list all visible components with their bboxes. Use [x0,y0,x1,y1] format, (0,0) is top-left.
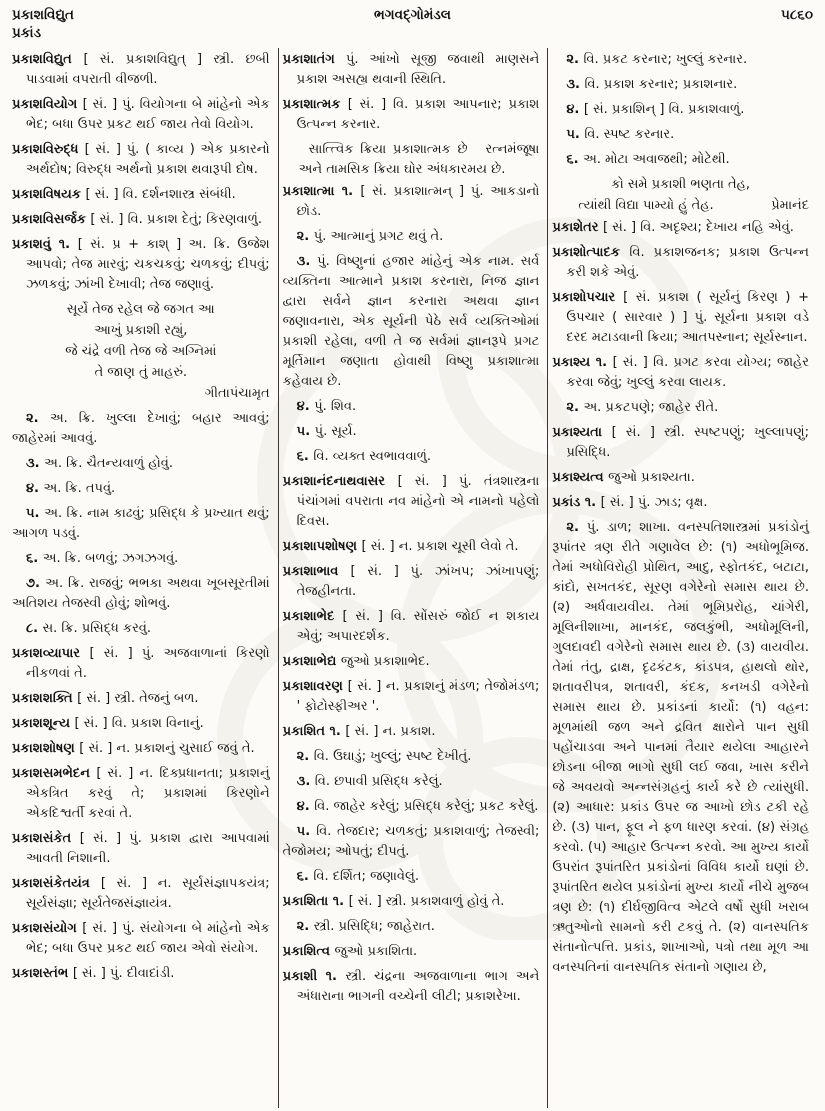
sense-paragraph: ૫. વિ. તેજદાર; ચળકતું; પ્રકાશવાળું; તેજસ્વી; તેજોમય; ઓપતું; દીપતું. [282,824,540,859]
dictionary-entry: પ્રકાશાભેદ્ય જુઓ પ્રકાશાભેદ. [282,654,430,669]
sense-paragraph: ૨. વિ. પ્રકટ કરનાર; ખુલ્લું કરનાર. [566,52,748,67]
dictionary-entry: પ્રકાંડ ૧. [ સં. ] પું. ઝાડ; વૃક્ષ. [552,495,708,510]
sense-number: ૩. [296,254,318,269]
page-header [8,4,817,42]
sense-paragraph: ૩. વિ. છપાવી પ્રસિદ્ધ કરેલું. [296,774,443,789]
catchword: પ્રકાંડ [12,25,42,41]
quote-line: રત્નમંજૂષા સાત્ત્વિક ક્રિયા પ્રકાશાત્મક છે અને તામસિક ક્રિયા ઘોર અંધકારમય છે. [298,142,540,177]
headword: પ્રકાશવિરુદ્ધ [12,142,85,157]
sense-number: ૨. [566,520,587,535]
sense-paragraph: ૩. પું. વિષ્ણુનાં હજાર માંહેનું એક નામ. સર્વ વ્યક્તિના આત્માને પ્રકાશ કરનારા, નિજ જ્ઞાન દ્વારા સર્વને જ્ઞાન કરનારા અથવા જ્ઞાન જણાવનારા, એક સૂર્યની પેઠે સર્વ વ્યક્તિઓમાં પ્રકાશી રહેલા, વળી તે જ સર્વમાં જ્ઞાનરૂપે પ્રગટ મૂર્તિમાન જણાતા હોવાથી વિષ્ણુ પ્રકાશાત્મા કહેવાય છે. [282,254,540,389]
sense-number: ૨. [566,52,584,67]
dictionary-entry: પ્રકાશાભેદ [ સં. ] વિ. સોંસરું જોઈ ન શકાય એવું; અપારદર્શક. [282,609,540,644]
headword: પ્રકાશોત્પાદક [552,245,630,260]
headword: પ્રકાશવિદ્યુત [12,52,84,67]
dictionary-entry: પ્રકાશવિરુદ્ધ [ સં. ] પું. ( કાવ્ય ) એક પ્રકારનો અર્થદોષ; વિરુદ્ધ અર્થનો પ્રકાશ થવારૂપી દોષ. [12,142,270,177]
sense-number: ૨. [296,229,314,244]
headword: પ્રકાશાનંદનાથવાસર [282,474,398,489]
headword: પ્રકાંડ ૧. [552,495,601,510]
headword: પ્રકાશસ્તંભ [12,966,73,981]
sense-number: ૫. [26,506,45,521]
headword: પ્રકાશશોષણ [12,741,80,756]
headword: પ્રકાશસંયોગ [12,921,83,936]
headword: પ્રકાશસંકેત [12,831,80,846]
headword: પ્રકાશસંકેતયંત્ર [12,876,101,891]
column-3 [547,48,817,1108]
dictionary-entry: પ્રકાશશોષણ [ સં. ] ન. પ્રકાશનું ચુસાઈ જવું તે. [12,741,255,756]
sense-paragraph: ૨. અ. પ્રકટપણે; જાહેર રીતે. [566,400,719,415]
headword: પ્રકાશાવરણ [282,679,348,694]
dictionary-entry: પ્રકાશાતંગ પું. આંખો સૂજી જવાથી માણસને પ્રકાશ અસહ્ય થવાની સ્થિતિ. [282,52,540,87]
sense-paragraph: ૪. પું. શિવ. [296,399,357,414]
dictionary-entry: પ્રકાશશક્તિ [ સં. ] સ્ત્રી. તેજનું બળ. [12,691,199,706]
sense-number: ૭. [26,576,46,591]
sense-number: ૨. [566,400,584,415]
sense-number: ૪. [566,102,584,117]
sense-paragraph: ૬. અ. મોટા અવાજથી; મોટેથી. [566,152,730,167]
dictionary-entry: પ્રકાશાવરણ [ સં. ] ન. પ્રકાશનું મંડળ; તેજોમંડળ; ' ફોટોસ્ફીઅર '. [282,679,540,714]
citation: ગીતાપંચામૃત [204,386,270,401]
dictionary-entry: પ્રકાશિત્વ જુઓ પ્રકાશિતા. [282,944,418,959]
headword: પ્રકાશાપશોષણ [282,539,362,554]
sense-number: ૮. [26,621,43,636]
citation: રત્નમંજૂષા [485,142,540,157]
headword: પ્રકાશવિયોગ [12,97,83,112]
sense-number: ૫. [566,127,585,142]
sense-paragraph: ૩. અ. ક્રિ. ચૈતન્યવાળું હોવું. [26,456,173,471]
headword: પ્રકાશ્યત્વ [552,470,609,485]
sense-paragraph: ૬. વિ. દર્શિત; જણાવેલું. [296,869,419,884]
sense-paragraph: ૨. સ્ત્રી. પ્રસિદ્ધિ; જાહેરાત. [296,919,435,934]
sense-paragraph: ૨. પું. ડાળ; શાખા. વનસ્પતિશાસ્ત્રમાં પ્રકાંડોનું રૂપાંતર ત્રણ રીતે ગણાવેલ છે: (૧) અધોભૂમિજ. તેમાં અધોવિરોહી પ્રોથિત, આદુ, સ્ફોતકંદ, બટાટા, કાંદો, સખતકંદ, સૂરણ વગેરેનો સમાસ થાય છે. (૨) અર્ધવાયવીય. તેમાં ભૂમિપ્રરોહ, ચાંગેરી, મૂલિનીશાખા, માનકંદ, જલકુંભી, અધોમૂલિની, ગુલદાવદી વગેરેનો સમાસ થાય છે. (૩) વાયવીય. તેમાં તંતુ, દ્રાક્ષ, દૃઢકંટક, કાંડપત્ર, હાથલો થોર, શતાવરીપત્ર, શતાવરી, કંદક, કનખડી વગેરેનો સમાસ થાય છે. પ્રકાંડનાં કાર્યો: (૧) વહન: મૂળમાંથી જળ અને દ્રવિત ક્ષારોને પાન સુધી પહોંચાડવા અને પાનમાં તૈયાર થયેલા આહારને છોડના બીજા ભાગો સુધી લઈ જવા, ખાસ કરીને જે અવયવો અન્નસંગ્રહનું કાર્ય કરે છે ત્યાંસુધી. (૨) આધાર: પ્રકાંડ ઉપર જ આખો છોડ ટકી રહે છે. (૩) પાન, ફૂલ ને ફળ ધારણ કરવાં. (૪) સંગ્રહ કરવો. (૫) આહાર ઉત્પન્ન કરવો. આ મુખ્ય કાર્યો ઉપરાંત રૂપાંતરિત પ્રકાંડોનાં વિવિધ કાર્યો ઘણાં છે. રૂપાંતરિત થયેલ પ્રકાંડોનાં મુખ્ય કાર્યો નીચે મુજબ ત્રણ છે: (૧) દીર્ઘજીવિત્વ એટલે વર્ષો સુધી ખરાબ ઋતુઓનો સામનો કરી ટકવું તે. (૨) વાનસ્પતિક સંતાનોત્પત્તિ. પ્રકાંડ, શાખાઓ, પત્રો તથા મૂળ આ વનસ્પતિનાં વાનસ્પતિક સંતાનો ગણાય છે, [552,520,809,975]
sense-paragraph: ૨. અ. ક્રિ. ખુલ્લા દેખાવું; બહાર આવવું; જાહેરમાં આવવું. [12,411,270,446]
sense-number: ૨. [26,411,50,426]
dictionary-entry: પ્રકાશાત્મા ૧. [ સં. પ્રકાશાત્મન્ ] પું. આકડાનો છોડ. [282,184,540,219]
dictionary-entry: પ્રકાશશૂન્ય [ સં. ] વિ. પ્રકાશ વિનાનું. [12,716,204,731]
sense-paragraph: ૪. [ સં. પ્રકાશિન્ ] વિ. પ્રકાશવાળું. [566,102,745,117]
dictionary-entry: પ્રકાશેતર [ સં. ] વિ. અદૃશ્ય; દેખાય નહિ એવું. [552,220,794,235]
dictionary-entry: પ્રકાશવિષયક [ સં. ] વિ. દર્શનશાસ્ત્ર સંબંધી. [12,187,236,202]
dictionary-entry: પ્રકાશિતા ૧. [ સં. ] સ્ત્રી. પ્રકાશવાળું હોવું તે. [282,894,505,909]
sense-paragraph: ૩. વિ. પ્રકાશ કરનાર; પ્રકાશનાર. [566,77,738,92]
sense-paragraph: ૪. અ. ક્રિ. તપવું. [26,481,116,496]
headword: પ્રકાશાતંગ [282,52,346,67]
sense-number: ૬. [566,152,584,167]
sense-paragraph: ૬. વિ. વ્યક્ત સ્વભાવવાળું. [296,449,432,464]
headword: પ્રકાશેતર [552,220,604,235]
headword: પ્રકાશિત્વ [282,944,335,959]
dictionary-entry: પ્રકાશાનંદનાથવાસર [ સં. ] પું. તંત્રશાસ્ત્રના પંચાંગમાં વપરાતા નવ માંહેનો એ નામનો પહેલો દિવસ. [282,474,540,529]
dictionary-entry: પ્રકાશ્યતા [ સં. ] સ્ત્રી. સ્પષ્ટપણું; ખુલ્લાપણું; પ્રસિદ્ધિ. [552,425,809,460]
dictionary-entry: પ્રકાશાત્મક [ સં. ] વિ. પ્રકાશ આપનાર; પ્રકાશ ઉત્પન્ન કરનાર. [282,97,540,132]
sense-paragraph: ૫. પું. સૂર્ય. [296,424,357,439]
dictionary-entry: પ્રકાશસંકેત [ સં. ] પું. પ્રકાશ દ્વારા આપવામાં આવતી નિશાની. [12,831,270,866]
sense-number: ૨. [296,919,314,934]
dictionary-entry: પ્રકાશાપશોષણ [ સં. ] ન. પ્રકાશ ચૂસી લેવો તે. [282,539,519,554]
dictionary-entry: પ્રકાશવ્યાપાર [ સં. ] પું. અજવાળાનાં કિરણો નીકળવાં તે. [12,646,270,681]
dictionary-entry: પ્રકાશવિસર્જક [ સં. ] વિ. પ્રકાશ દેતું; કિરણવાળું. [12,212,262,227]
sense-number: ૬. [296,449,314,464]
running-head-word: પ્રકાશવિદ્યુત [12,7,74,23]
dictionary-entry: પ્રકાશી ૧. સ્ત્રી. ચંદ્રના અજવાળાના ભાગ અને અંધારાના ભાગની વચ્ચેની લીટી; પ્રકાશરેખા. [282,969,540,1004]
headword: પ્રકાશવું ૧. [12,237,78,252]
verse-line: કો સમે પ્રકાશી ભણતા તેહ, [611,177,751,192]
sense-paragraph: ૭. અ. ક્રિ. રાજવું; ભભકા અથવા ખૂબસૂરતીમાં અતિશય તેજસ્વી હોવું; શોભવું. [12,576,270,611]
quote-line: પ્રેમાનંદ ત્યાંથી વિદ્યા પામ્યો હું તેહ. [552,196,809,216]
dictionary-entry: પ્રકાશાભાવ [ સં. ] પું. ઝાંખપ; ઝાંખાપણું; તેજહીનતા. [282,564,540,599]
dictionary-entry: પ્રકાશવિયોગ [ સં. ] પું. વિયોગના બે માંહેનો એક ભેદ; બધા ઉપર પ્રકટ થઈ જાય તેવો વિયોગ. [12,97,270,132]
dictionary-entry: પ્રકાશ્ય ૧. [ સં. ] વિ. પ્રગટ કરવા યોગ્ય; જાહેર કરવા જેવું; ખુલ્લું કરવા લાયક. [552,355,809,390]
sense-paragraph: ૫. વિ. સ્પષ્ટ કરનાર. [566,127,675,142]
headword: પ્રકાશવિસર્જક [12,212,91,227]
dictionary-entry: પ્રકાશવું ૧. [ સં. પ્ર + કાશ્ ] અ. ક્રિ. ઉજેશ આપવો; તેજ મારવું; ચકચકવું; ચળકવું; દીપવું; ઝળકવું; ઝાંખી દેખાવી; તેજ જણાવું. [12,237,270,292]
dictionary-entry: પ્રકાશસંયોગ [ સં. ] પું. સંયોગના બે માંહેનો એક ભેદ; બધા ઉપર પ્રકટ થઈ જાય એવો સંયોગ. [12,921,270,956]
sense-number: ૫. [296,824,317,839]
dictionary-entry: પ્રકાશોત્પાદક વિ. પ્રકાશજનક; પ્રકાશ ઉત્પન્ન કરી શકે એવું. [552,245,809,280]
headword: પ્રકાશાભેદ્ય [282,654,341,669]
verse-line: તે જાણ તું માહરું. [94,365,187,380]
headword: પ્રકાશવ્યાપાર [12,646,90,661]
sense-number: ૬. [296,869,314,884]
sense-number: ૩. [26,456,45,471]
verse-line: સૂર્યે તેજ રહેલ જે જગત આ [66,302,215,317]
headword: પ્રકાશિત ૧. [282,724,346,739]
headword: પ્રકાશિતા ૧. [282,894,349,909]
sense-paragraph: ૪. વિ. જાહેર કરેલું; પ્રસિદ્ધ કરેલું; પ્રકટ કરેલું. [296,799,539,814]
sense-number: ૪. [296,799,315,814]
headword: પ્રકાશાભાવ [282,564,351,579]
verse-line: આખું પ્રકાશી રહ્યું, [94,323,188,338]
headword: પ્રકાશ્ય ૧. [552,355,613,370]
dictionary-entry: પ્રકાશવિદ્યુત [ સં. પ્રકાશવિદ્યુત્ ] સ્ત્રી. છબી પાડવામાં વપરાતી વીજળી. [12,52,270,87]
headword: પ્રકાશોપચાર [552,290,624,305]
dictionary-entry: પ્રકાશસંકેતયંત્ર [ સં. ] ન. સૂર્યસંજ્ઞાપકયંત્ર; સૂર્યસંજ્ઞા; સૂર્યતેજસંજ્ઞાયંત્ર. [12,876,270,911]
book-title: ભગવદ્ગોમંડલ [374,7,451,23]
dictionary-entry: પ્રકાશ્યત્વ જુઓ પ્રકાશ્યતા. [552,470,695,485]
headword: પ્રકાશશક્તિ [12,691,78,706]
dictionary-entry: પ્રકાશસમભેદન [ સં. ] ન. દિક્પ્રધાનતા; પ્રકાશનું એકત્રિત કરવું તે; પ્રકાશમાં કિરણોને એકદિશ્વર્તી કરવાં તે. [12,766,270,821]
sense-number: ૨. [296,749,314,764]
citation: પ્રેમાનંદ [771,198,809,213]
sense-paragraph: ૨. વિ. ઉઘાડું; ખુલ્લું; સ્પષ્ટ દેખીતું. [296,749,472,764]
headword: પ્રકાશસમભેદન [12,766,97,781]
headword: પ્રકાશાત્મક [282,97,348,112]
sense-number: ૪. [26,481,44,496]
sense-number: ૪. [296,399,315,414]
dictionary-entry: પ્રકાશિત ૧. [ સં. ] ન. પ્રકાશ. [282,724,436,739]
headword: પ્રકાશાભેદ [282,609,343,624]
verse-line: જે ચંદ્રે વળી તેજ જે અગ્નિમાં [65,344,217,359]
sense-paragraph: ૬. અ. ક્રિ. બળવું; ઝગઝગવું. [26,551,179,566]
sense-paragraph: ૮. સ. ક્રિ. પ્રસિદ્ધ કરવું. [26,621,152,636]
headword: પ્રકાશવિષયક [12,187,86,202]
sense-number: ૩. [566,77,585,92]
headword: પ્રકાશશૂન્ય [12,716,75,731]
sense-paragraph: ૨. પું. આત્માનું પ્રગટ થવું તે. [296,229,444,244]
sense-paragraph: ૫. અ. ક્રિ. નામ કાઢવું; પ્રસિદ્ધ કે પ્રખ્યાત થવું; આગળ પડવું. [12,506,270,541]
text-columns [8,48,817,1108]
dictionary-entry: પ્રકાશસ્તંભ [ સં. ] પું. દીવાદાંડી. [12,966,175,981]
headword: પ્રકાશાત્મા ૧. [282,184,361,199]
sense-number: ૫. [296,424,315,439]
dictionary-entry: પ્રકાશોપચાર [ સં. પ્રકાશ ( સૂર્યનું કિરણ ) + ઉપચાર ( સારવાર ) ] પું. સૂર્યના પ્રકાશ વડે દરદ મટાડવાની ક્રિયા; આતપસ્નાન; સૂર્યસ્નાન. [552,290,809,345]
headword: પ્રકાશ્યતા [552,425,612,440]
sense-number: ૬. [26,551,43,566]
sense-number: ૩. [296,774,315,789]
headword: પ્રકાશી ૧. [282,969,346,984]
column-1 [8,48,278,1108]
column-2 [278,48,548,1108]
page-number: ૫૮૬૦ [781,7,813,23]
